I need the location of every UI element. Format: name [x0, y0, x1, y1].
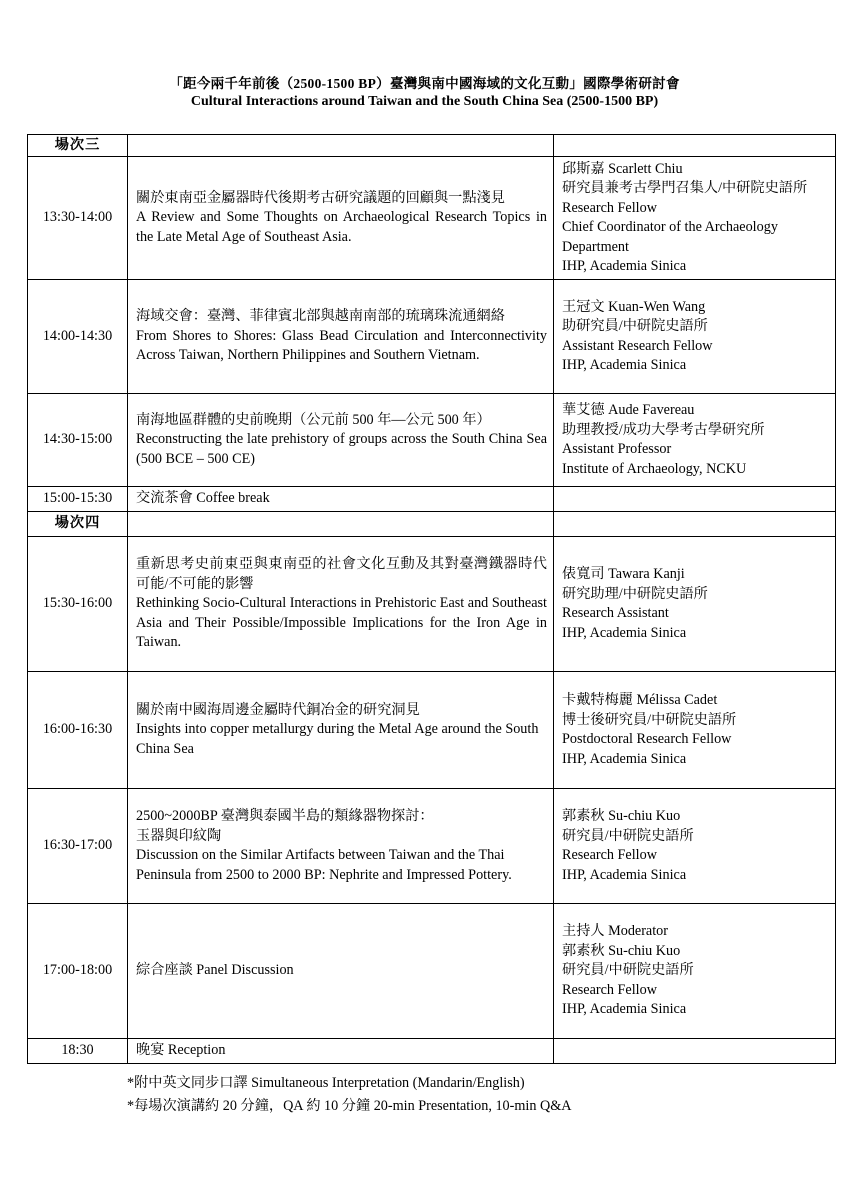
table-row: [28, 672, 836, 789]
break-label: 交流茶會 Coffee break: [136, 490, 270, 507]
empty-cell: [128, 135, 554, 157]
talk-cell: [128, 157, 554, 280]
empty-cell: [128, 512, 554, 537]
talk-title-zh: 重新思考史前東亞與東南亞的社會文化互動及其對臺灣鐵器時代可能/不可能的影響: [136, 556, 547, 592]
speaker-name: 華艾德 Aude Favereau: [562, 402, 695, 418]
time-slot: 14:00-14:30: [28, 280, 128, 394]
talk-cell: [128, 394, 554, 487]
schedule-table: [27, 134, 836, 1064]
time-slot: 15:00-15:30: [28, 487, 128, 512]
time-slot: 16:30-17:00: [28, 789, 128, 904]
speaker-name: 邱斯嘉 Scarlett Chiu: [562, 160, 683, 177]
speaker-name: 卡戴特梅麗 Mélissa Cadet: [562, 692, 718, 708]
footnotes: [127, 1072, 572, 1118]
speaker-name: 郭素秋 Su-chiu Kuo: [562, 808, 681, 824]
empty-cell: [554, 1039, 836, 1064]
speaker-cell: [554, 672, 836, 789]
time-slot: 16:00-16:30: [28, 672, 128, 789]
empty-cell: [554, 512, 836, 537]
document-header: [0, 74, 849, 110]
speaker-affiliation: IHP, Academia Sinica: [562, 866, 687, 883]
speaker-title-zh: 研究員兼考古學門召集人/中研院史語所: [562, 180, 808, 196]
table-row: [28, 1039, 836, 1064]
speaker-affiliation: Institute of Archaeology, NCKU: [562, 460, 747, 477]
speaker-role-en: Chief Coordinator of the Archaeology Department: [562, 219, 778, 255]
section-label-4: 場次四: [28, 512, 128, 537]
table-row: [28, 537, 836, 672]
talk-cell: [128, 537, 554, 672]
speaker-title-en: Assistant Professor: [562, 441, 672, 457]
speaker-name: 俵寬司 Tawara Kanji: [562, 566, 685, 582]
speaker-title-en: Research Fellow: [562, 199, 657, 216]
table-row: [28, 157, 836, 280]
panel-label: 綜合座談 Panel Discussion: [136, 962, 294, 979]
time-slot: 18:30: [28, 1039, 128, 1064]
table-row: [28, 280, 836, 394]
speaker-title-en: Assistant Research Fellow: [562, 337, 713, 354]
talk-title-zh: 南海地區群體的史前晚期（公元前 500 年—公元 500 年）: [136, 411, 491, 428]
title-chinese: 「距今兩千年前後（2500-1500 BP）臺灣與南中國海域的文化互動」國際學術研討會: [169, 76, 680, 91]
talk-cell: [128, 280, 554, 394]
speaker-affiliation: IHP, Academia Sinica: [562, 357, 687, 373]
talk-cell: [128, 1039, 554, 1064]
table-row: [28, 904, 836, 1039]
speaker-cell: [554, 789, 836, 904]
speaker-name: 郭素秋 Su-chiu Kuo: [562, 942, 681, 959]
speaker-title-zh: 助理教授/成功大學考古學研究所: [562, 421, 765, 438]
talk-title-zh: 2500~2000BP 臺灣與泰國半島的類緣器物探討：: [136, 808, 434, 824]
speaker-title-zh: 助研究員/中研院史語所: [562, 318, 708, 334]
speaker-title-zh: 研究員/中研院史語所: [562, 827, 694, 844]
speaker-title-zh: 研究員/中研院史語所: [562, 962, 694, 979]
talk-title-en: A Review and Some Thoughts on Archaeological Research Topics in the Late Metal Age of Southeast Asia.: [136, 209, 547, 245]
talk-cell: [128, 487, 554, 512]
talk-title-zh: 海域交會：臺灣、菲律賓北部與越南南部的琉璃珠流通網絡: [136, 308, 505, 325]
talk-title-en: From Shores to Shores: Glass Bead Circulation and Interconnectivity Across Taiwan, Northern Philippines and Southern Vietnam.: [136, 327, 547, 364]
title-english: Cultural Interactions around Taiwan and the South China Sea (2500-1500 BP): [190, 94, 659, 109]
table-row: [28, 789, 836, 904]
time-slot: 17:00-18:00: [28, 904, 128, 1039]
empty-cell: [554, 135, 836, 157]
talk-title-en: Reconstructing the late prehistory of groups across the South China Sea (500 BCE – 500 CE): [136, 431, 547, 467]
talk-title-zh-2: 玉器與印紋陶: [136, 827, 222, 844]
table-row: [28, 487, 836, 512]
speaker-cell: [554, 394, 836, 487]
talk-cell: [128, 672, 554, 789]
speaker-name: 王冠文 Kuan-Wen Wang: [562, 298, 706, 315]
empty-cell: [554, 487, 836, 512]
speaker-affiliation: IHP, Academia Sinica: [562, 750, 687, 767]
footnote-interpretation: *附中英文同步口譯 Simultaneous Interpretation (Mandarin/English): [127, 1075, 525, 1091]
speaker-affiliation: IHP, Academia Sinica: [562, 624, 687, 641]
talk-title-en: Discussion on the Similar Artifacts between Taiwan and the Thai Peninsula from 2500 to 2000 BP: Nephrite and Impressed Pottery.: [136, 847, 512, 883]
speaker-cell: [554, 537, 836, 672]
speaker-affiliation: IHP, Academia Sinica: [562, 258, 687, 274]
time-slot: 14:30-15:00: [28, 394, 128, 487]
section-header-row: [28, 135, 836, 157]
speaker-cell: [554, 904, 836, 1039]
reception-label: 晚宴 Reception: [136, 1042, 226, 1059]
footnote-timing: *每場次演講約 20 分鐘，QA 約 10 分鐘 20-min Presentation, 10-min Q&A: [127, 1098, 572, 1114]
talk-title-zh: 關於東南亞金屬器時代後期考古研究議題的回顧與一點淺見: [136, 189, 505, 206]
moderator-label: 主持人 Moderator: [562, 923, 668, 940]
speaker-cell: [554, 157, 836, 280]
section-header-row: [28, 512, 836, 537]
speaker-affiliation: IHP, Academia Sinica: [562, 1001, 687, 1018]
speaker-title-en: Research Assistant: [562, 605, 669, 621]
speaker-title-en: Postdoctoral Research Fellow: [562, 731, 732, 747]
speaker-title-zh: 博士後研究員/中研院史語所: [562, 711, 737, 728]
time-slot: 13:30-14:00: [28, 157, 128, 280]
speaker-title-zh: 研究助理/中研院史語所: [562, 585, 708, 602]
time-slot: 15:30-16:00: [28, 537, 128, 672]
talk-cell: [128, 789, 554, 904]
speaker-title-en: Research Fellow: [562, 847, 657, 863]
section-label-3: 場次三: [28, 135, 128, 157]
talk-title-en: Rethinking Socio-Cultural Interactions in Prehistoric East and Southeast Asia and Their Possible/Impossible Implications for the Iron Age in Taiwan.: [136, 595, 547, 651]
table-row: [28, 394, 836, 487]
speaker-title-en: Research Fellow: [562, 981, 657, 998]
talk-title-zh: 關於南中國海周邊金屬時代銅冶金的研究洞見: [136, 701, 420, 718]
talk-title-en: Insights into copper metallurgy during the Metal Age around the South China Sea: [136, 721, 539, 757]
talk-cell: [128, 904, 554, 1039]
speaker-cell: [554, 280, 836, 394]
